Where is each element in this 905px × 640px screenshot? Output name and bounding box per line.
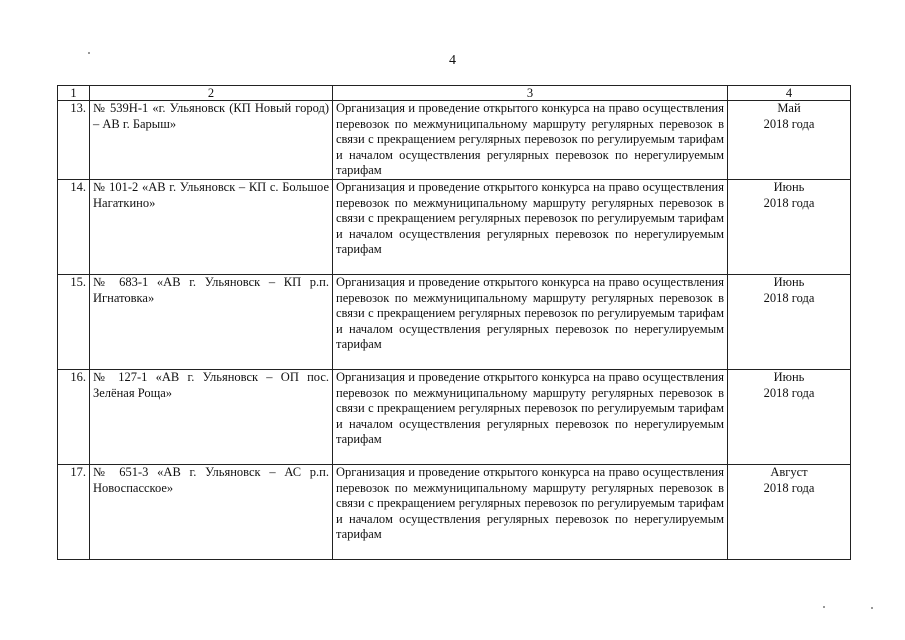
deadline-year: 2018 года xyxy=(763,116,815,131)
measure-description: Организация и проведение открытого конкурса на право осуществления перевозок по межмуниципальному маршруту регулярных перевозок в связи с прекращением регулярных перевозок по регулируемым тарифам и началом осуществления регулярных перевозок по нерегулируемым тарифам xyxy=(333,465,728,560)
header-col-4: 4 xyxy=(728,86,851,101)
measure-description: Организация и проведение открытого конкурса на право осуществления перевозок по межмуниципальному маршруту регулярных перевозок в связи с прекращением регулярных перевозок по регулируемым тарифам и началом осуществления регулярных перевозок по нерегулируемым тарифам xyxy=(333,370,728,465)
measure-description: Организация и проведение открытого конкурса на право осуществления перевозок по межмуниципальному маршруту регулярных перевозок в связи с прекращением регулярных перевозок по регулируемым тарифам и началом осуществления регулярных перевозок по нерегулируемым тарифам xyxy=(333,180,728,275)
scan-speck xyxy=(823,606,825,608)
deadline-year: 2018 года xyxy=(763,385,815,400)
row-number: 14. xyxy=(58,180,90,275)
table-header xyxy=(58,86,851,101)
deadline-month: Июнь xyxy=(773,275,805,289)
row-number: 13. xyxy=(58,101,90,180)
header-col-2: 2 xyxy=(90,86,333,101)
row-number: 16. xyxy=(58,370,90,465)
page-number: 4 xyxy=(449,53,456,68)
table-row xyxy=(58,101,851,180)
deadline xyxy=(728,465,851,560)
table-row xyxy=(58,370,851,465)
route-name: № 683-1 «АВ г. Ульяновск – КП р.п. Игнатовка» xyxy=(90,275,333,370)
deadline xyxy=(728,101,851,180)
deadline-month: Август xyxy=(770,465,808,479)
scan-speck xyxy=(871,607,873,609)
route-name: № 539Н-1 «г. Ульяновск (КП Новый город) – АВ г. Барыш» xyxy=(90,101,333,180)
deadline-year: 2018 года xyxy=(763,195,815,210)
header-row xyxy=(58,86,851,101)
route-name: № 651-3 «АВ г. Ульяновск – АС р.п. Новоспасское» xyxy=(90,465,333,560)
row-number: 15. xyxy=(58,275,90,370)
header-col-3: 3 xyxy=(333,86,728,101)
table-row xyxy=(58,275,851,370)
route-name: № 127-1 «АВ г. Ульяновск – ОП пос. Зелёная Роща» xyxy=(90,370,333,465)
schedule-table xyxy=(57,85,851,560)
deadline-month: Июнь xyxy=(773,370,805,384)
scan-speck xyxy=(88,52,90,54)
deadline-year: 2018 года xyxy=(763,480,815,495)
table-row xyxy=(58,180,851,275)
table-body xyxy=(58,101,851,560)
deadline xyxy=(728,180,851,275)
deadline-month: Июнь xyxy=(773,180,805,194)
header-col-1: 1 xyxy=(58,86,90,101)
deadline xyxy=(728,275,851,370)
measure-description: Организация и проведение открытого конкурса на право осуществления перевозок по межмуниципальному маршруту регулярных перевозок в связи с прекращением регулярных перевозок по регулируемым тарифам и началом осуществления регулярных перевозок по нерегулируемым тарифам xyxy=(333,101,728,180)
deadline-year: 2018 года xyxy=(763,290,815,305)
row-number: 17. xyxy=(58,465,90,560)
measure-description: Организация и проведение открытого конкурса на право осуществления перевозок по межмуниципальному маршруту регулярных перевозок в связи с прекращением регулярных перевозок по регулируемым тарифам и началом осуществления регулярных перевозок по нерегулируемым тарифам xyxy=(333,275,728,370)
deadline xyxy=(728,370,851,465)
table-row xyxy=(58,465,851,560)
route-name: № 101-2 «АВ г. Ульяновск – КП с. Большое Нагаткино» xyxy=(90,180,333,275)
deadline-month: Май xyxy=(777,101,801,115)
